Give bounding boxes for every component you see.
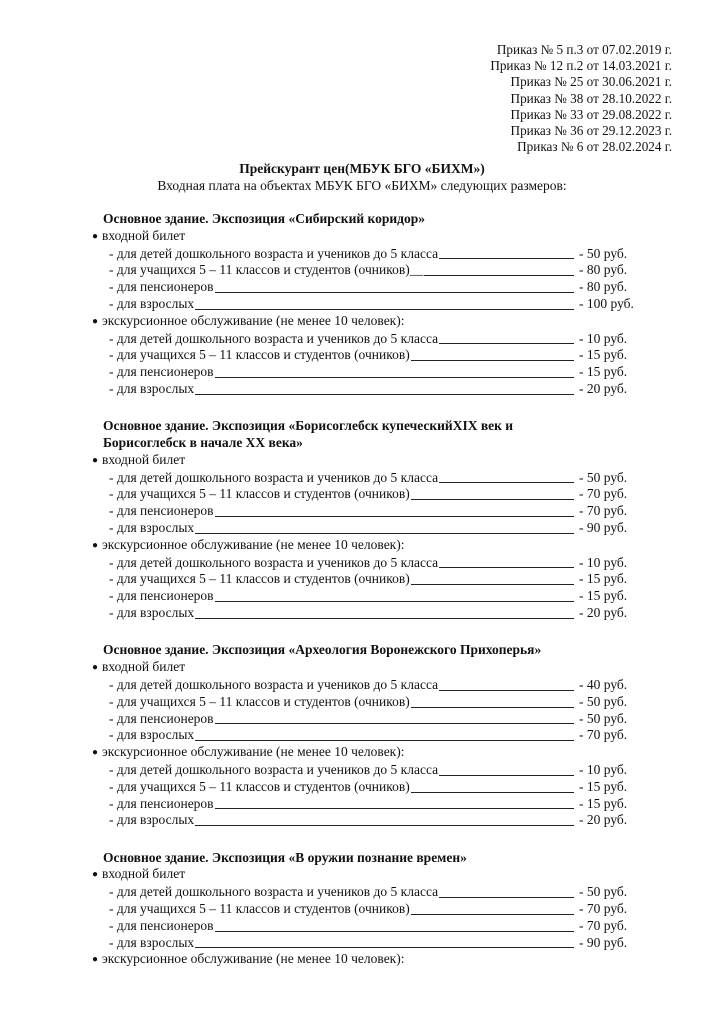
price-value: - 10 руб. bbox=[579, 330, 628, 346]
price-value: - 50 руб. bbox=[579, 469, 628, 485]
price-row bbox=[92, 796, 652, 813]
price-row-label: - для взрослых bbox=[109, 812, 195, 828]
price-row-label: - для учащихся 5 – 11 классов и студентов (очников) bbox=[109, 347, 410, 363]
section-title: Основное здание. Экспозиция «В оружии познание времен» bbox=[103, 849, 467, 865]
price-row-label: - для детей дошкольного возраста и учеников до 5 класса bbox=[109, 245, 439, 261]
order-line: Приказ № 36 от 29.12.2023 г. bbox=[510, 123, 672, 139]
price-row bbox=[92, 935, 652, 952]
bullet-icon: ● bbox=[92, 869, 99, 881]
price-row-label: - для взрослых bbox=[109, 605, 195, 621]
price-row-label: - для пенсионеров bbox=[109, 503, 214, 519]
fill-underline bbox=[439, 775, 574, 776]
order-line: Приказ № 6 от 28.02.2024 г. bbox=[517, 139, 672, 155]
price-row bbox=[92, 571, 652, 588]
group-heading bbox=[92, 452, 652, 470]
price-row-label: - для детей дошкольного возраста и учеников до 5 класса bbox=[109, 469, 439, 485]
fill-underline bbox=[215, 516, 574, 517]
order-line: Приказ № 38 от 28.10.2022 г. bbox=[510, 90, 672, 106]
price-row-label: - для взрослых bbox=[109, 295, 195, 311]
price-value: - 40 руб. bbox=[579, 676, 628, 692]
price-row-label: - для учащихся 5 – 11 классов и студентов (очников)__ bbox=[109, 262, 424, 278]
exposition-section bbox=[92, 418, 652, 622]
price-value: - 70 руб. bbox=[579, 503, 628, 519]
exposition-section bbox=[92, 642, 652, 829]
price-row bbox=[92, 381, 652, 398]
group-label: входной билет bbox=[102, 451, 186, 467]
price-row-label: - для пенсионеров bbox=[109, 917, 214, 933]
price-row bbox=[92, 364, 652, 381]
price-value: - 70 руб. bbox=[579, 900, 628, 916]
price-sections bbox=[92, 211, 652, 990]
price-list-subtitle: Входная плата на объектах МБУК БГО «БИХМ» следующих размеров: bbox=[157, 178, 567, 193]
price-row-label: - для взрослых bbox=[109, 380, 195, 396]
group-label: экскурсионное обслуживание (не менее 10 человек): bbox=[102, 536, 405, 552]
price-row bbox=[92, 901, 652, 918]
fill-underline bbox=[195, 825, 574, 826]
price-row-label: - для пенсионеров bbox=[109, 710, 214, 726]
group-heading bbox=[92, 744, 652, 762]
price-value: - 90 руб. bbox=[579, 934, 628, 950]
price-value: - 20 руб. bbox=[579, 380, 628, 396]
price-value: - 15 руб. bbox=[579, 571, 628, 587]
price-row-label: - для учащихся 5 – 11 классов и студентов (очников) bbox=[109, 486, 410, 502]
price-row bbox=[92, 727, 652, 744]
group-heading bbox=[92, 866, 652, 884]
group-label: входной билет bbox=[102, 866, 186, 882]
fill-underline bbox=[411, 360, 574, 361]
price-value: - 15 руб. bbox=[579, 347, 628, 363]
price-value: - 50 руб. bbox=[579, 884, 628, 900]
price-row bbox=[92, 918, 652, 935]
price-value: - 50 руб. bbox=[579, 710, 628, 726]
section-title: Основное здание. Экспозиция «Сибирский коридор» bbox=[103, 211, 425, 226]
price-value: - 10 руб. bbox=[579, 554, 628, 570]
price-value: - 50 руб. bbox=[579, 693, 628, 709]
price-row bbox=[92, 331, 652, 348]
fill-underline bbox=[411, 707, 574, 708]
fill-underline bbox=[439, 482, 574, 483]
section-title: Борисоглебск в начале XX века» bbox=[103, 435, 303, 451]
group-label: экскурсионное обслуживание (не менее 10 человек): bbox=[102, 312, 405, 328]
price-row bbox=[92, 605, 652, 622]
fill-underline bbox=[195, 618, 574, 619]
fill-underline bbox=[215, 931, 574, 932]
price-row-label: - для детей дошкольного возраста и учеников до 5 класса bbox=[109, 554, 439, 570]
fill-underline bbox=[215, 601, 574, 602]
price-row bbox=[92, 812, 652, 829]
price-row bbox=[92, 262, 652, 279]
price-value: - 20 руб. bbox=[579, 812, 628, 828]
fill-underline bbox=[439, 690, 574, 691]
group-label: входной билет bbox=[102, 227, 186, 243]
fill-underline bbox=[195, 947, 574, 948]
bullet-icon: ● bbox=[92, 315, 99, 327]
price-row-label: - для пенсионеров bbox=[109, 279, 214, 295]
price-row bbox=[92, 296, 652, 313]
price-row bbox=[92, 884, 652, 901]
bullet-icon: ● bbox=[92, 954, 99, 966]
price-value: - 80 руб. bbox=[579, 262, 628, 278]
fill-underline bbox=[215, 292, 574, 293]
price-row-label: - для взрослых bbox=[109, 934, 195, 950]
price-row-label: - для учащихся 5 – 11 классов и студентов (очников) bbox=[109, 571, 410, 587]
bullet-icon: ● bbox=[92, 539, 99, 551]
group-heading bbox=[92, 228, 652, 246]
group-heading bbox=[92, 951, 652, 969]
price-row-label: - для взрослых bbox=[109, 727, 195, 743]
fill-underline bbox=[439, 567, 574, 568]
order-line: Приказ № 25 от 30.06.2021 г. bbox=[510, 74, 672, 90]
price-row bbox=[92, 347, 652, 364]
fill-underline bbox=[195, 394, 574, 395]
fill-underline bbox=[411, 914, 574, 915]
group-heading bbox=[92, 313, 652, 331]
price-value: - 70 руб. bbox=[579, 486, 628, 502]
price-value: - 10 руб. bbox=[579, 761, 628, 777]
price-row bbox=[92, 694, 652, 711]
fill-underline bbox=[439, 897, 574, 898]
price-row-label: - для учащихся 5 – 11 классов и студентов (очников) bbox=[109, 900, 410, 916]
group-label: экскурсионное обслуживание (не менее 10 человек): bbox=[102, 744, 405, 760]
price-row bbox=[92, 555, 652, 572]
price-row-label: - для учащихся 5 – 11 классов и студентов (очников) bbox=[109, 778, 410, 794]
price-row-label: - для взрослых bbox=[109, 520, 195, 536]
fill-underline bbox=[215, 377, 574, 378]
fill-underline bbox=[411, 792, 574, 793]
fill-underline bbox=[215, 808, 574, 809]
price-row bbox=[92, 762, 652, 779]
exposition-section bbox=[92, 211, 652, 398]
price-row bbox=[92, 711, 652, 728]
section-title: Основное здание. Экспозиция «Археология Воронежского Прихоперья» bbox=[103, 642, 542, 658]
bullet-icon: ● bbox=[92, 230, 99, 242]
price-value: - 70 руб. bbox=[579, 727, 628, 743]
price-row bbox=[92, 677, 652, 694]
price-row bbox=[92, 520, 652, 537]
price-row bbox=[92, 503, 652, 520]
price-value: - 50 руб. bbox=[579, 245, 628, 261]
fill-underline bbox=[411, 499, 574, 500]
price-value: - 100 руб. bbox=[579, 295, 634, 311]
price-value: - 80 руб. bbox=[579, 279, 628, 295]
price-value: - 15 руб. bbox=[579, 364, 628, 380]
fill-underline bbox=[411, 584, 574, 585]
price-row-label: - для пенсионеров bbox=[109, 588, 214, 604]
price-row-label: - для пенсионеров bbox=[109, 795, 214, 811]
group-label: входной билет bbox=[102, 659, 186, 675]
price-value: - 90 руб. bbox=[579, 520, 628, 536]
price-value: - 15 руб. bbox=[579, 778, 628, 794]
price-value: - 70 руб. bbox=[579, 917, 628, 933]
price-row-label: - для пенсионеров bbox=[109, 364, 214, 380]
order-references bbox=[490, 42, 672, 155]
price-row bbox=[92, 486, 652, 503]
exposition-section bbox=[92, 850, 652, 970]
price-list-title: Прейскурант цен(МБУК БГО «БИХМ») bbox=[239, 161, 485, 176]
price-row-label: - для детей дошкольного возраста и учеников до 5 класса bbox=[109, 676, 439, 692]
order-line: Приказ № 5 п.3 от 07.02.2019 г. bbox=[496, 42, 672, 57]
price-row-label: - для детей дошкольного возраста и учеников до 5 класса bbox=[109, 884, 439, 900]
fill-underline bbox=[439, 258, 574, 259]
price-value: - 15 руб. bbox=[579, 795, 628, 811]
price-value: - 20 руб. bbox=[579, 605, 628, 621]
fill-underline bbox=[195, 533, 574, 534]
order-line: Приказ № 33 от 29.08.2022 г. bbox=[510, 106, 672, 122]
price-row bbox=[92, 279, 652, 296]
bullet-icon: ● bbox=[92, 454, 99, 466]
fill-underline bbox=[424, 275, 574, 276]
group-heading bbox=[92, 537, 652, 555]
group-label: экскурсионное обслуживание (не менее 10 человек): bbox=[102, 951, 405, 967]
section-title: Основное здание. Экспозиция «Борисоглебск купеческийXIX век и bbox=[103, 418, 514, 434]
bullet-icon: ● bbox=[92, 747, 99, 759]
price-row-label: - для детей дошкольного возраста и учеников до 5 класса bbox=[109, 330, 439, 346]
price-row-label: - для учащихся 5 – 11 классов и студентов (очников) bbox=[109, 693, 410, 709]
price-row-label: - для детей дошкольного возраста и учеников до 5 класса bbox=[109, 761, 439, 777]
price-row bbox=[92, 246, 652, 263]
price-row bbox=[92, 470, 652, 487]
price-row bbox=[92, 779, 652, 796]
fill-underline bbox=[195, 309, 574, 310]
fill-underline bbox=[215, 723, 574, 724]
fill-underline bbox=[195, 740, 574, 741]
group-heading bbox=[92, 659, 652, 677]
price-row bbox=[92, 588, 652, 605]
order-line: Приказ № 12 п.2 от 14.03.2021 г. bbox=[490, 58, 672, 74]
bullet-icon: ● bbox=[92, 662, 99, 674]
fill-underline bbox=[439, 343, 574, 344]
price-value: - 15 руб. bbox=[579, 588, 628, 604]
